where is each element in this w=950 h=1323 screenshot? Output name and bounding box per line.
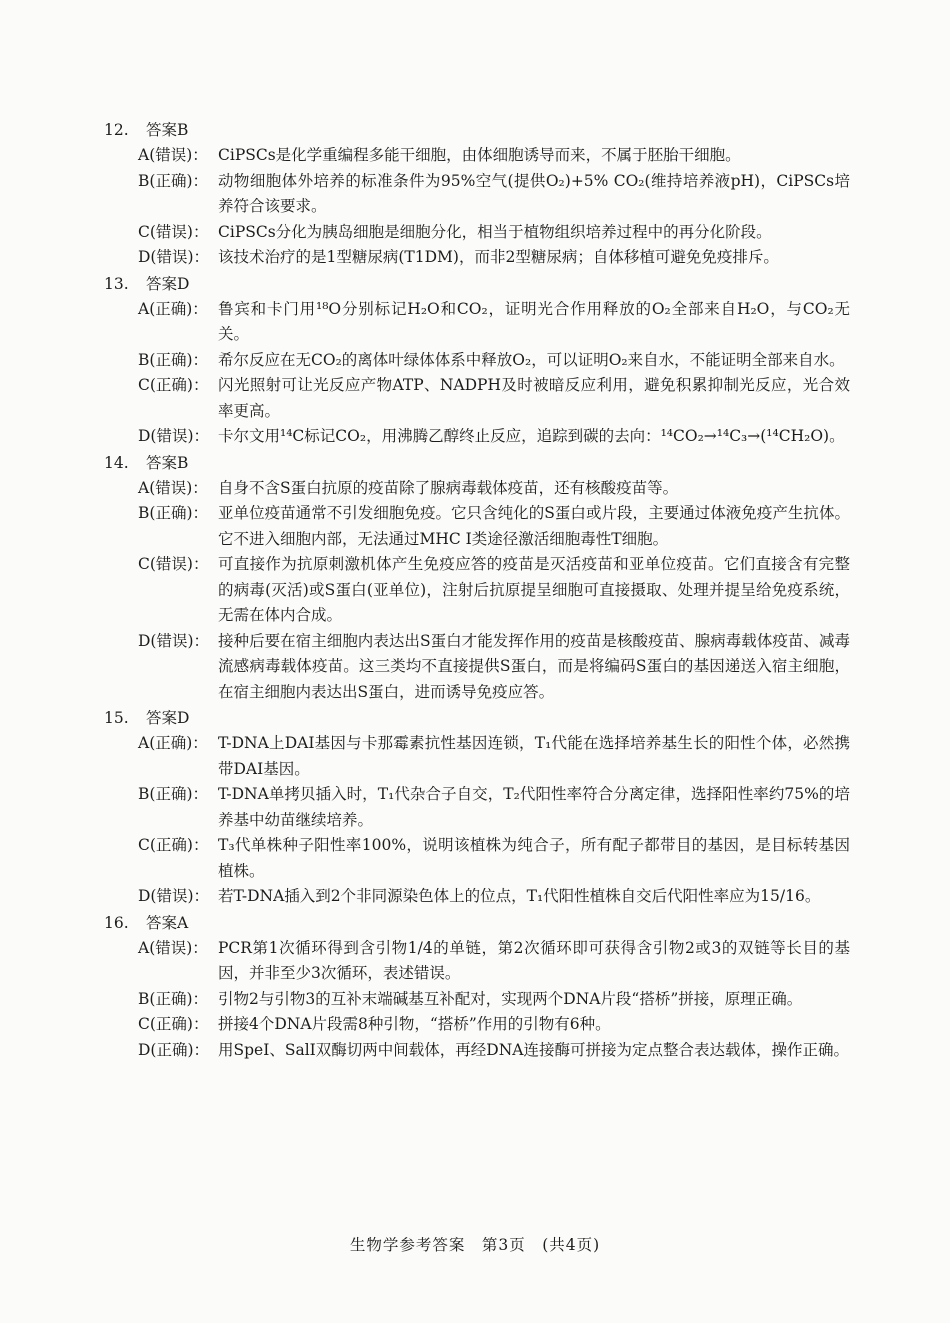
option-label: A(正确)： bbox=[138, 734, 208, 752]
option-text: 卡尔文用¹⁴C标记CO₂，用沸腾乙醇终止反应，追踪到碳的去向：¹⁴CO₂→¹⁴C₃→(¹⁴CH₂O)。 bbox=[218, 427, 845, 445]
question-15 bbox=[0, 705, 950, 910]
answer-label: 答案D bbox=[146, 709, 190, 727]
option-label: B(正确)： bbox=[138, 350, 208, 369]
option-label: C(错误)： bbox=[138, 222, 209, 241]
option-text: 若T-DNA插入到2个非同源染色体上的位点，T₁代阳性植株自交后代阳性率应为15/16。 bbox=[218, 887, 821, 905]
option-label: D(错误)： bbox=[138, 427, 210, 445]
answer-label: 答案A bbox=[146, 913, 189, 932]
option-label: B(正确)： bbox=[138, 504, 208, 522]
option-label: D(错误)： bbox=[138, 248, 210, 266]
option-text: 接种后要在宿主细胞内表达出S蛋白才能发挥作用的疫苗是核酸疫苗、腺病毒载体疫苗、减毒流感病毒载体疫苗。这三类均不直接提供S蛋白，而是将编码S蛋白的基因递送入宿主细胞，在宿主细胞内表达出S蛋白，进而诱导免疫应答。 bbox=[218, 631, 850, 701]
option-a bbox=[138, 936, 850, 987]
question-13 bbox=[0, 271, 950, 450]
option-label: B(正确)： bbox=[138, 785, 208, 803]
option-label: B(正确)： bbox=[138, 989, 208, 1008]
option-c bbox=[138, 220, 850, 246]
option-c bbox=[138, 373, 850, 424]
question-number: 16. bbox=[104, 913, 129, 932]
question-16 bbox=[0, 910, 950, 1064]
question-header bbox=[0, 910, 950, 936]
option-b bbox=[138, 987, 850, 1013]
option-a bbox=[138, 143, 850, 169]
option-c bbox=[138, 552, 850, 629]
option-label: D(错误)： bbox=[138, 631, 210, 650]
option-text: T-DNA上DAI基因与卡那霉素抗性基因连锁，T₁代能在选择培养基生长的阳性个体，必然携带DAI基因。 bbox=[218, 734, 850, 778]
option-a bbox=[138, 476, 850, 502]
option-label: C(正确)： bbox=[138, 1015, 209, 1033]
answer-sheet bbox=[0, 117, 950, 1063]
option-label: D(错误)： bbox=[138, 887, 210, 905]
option-text: 动物细胞体外培养的标准条件为95%空气(提供O₂)+5% CO₂(维持培养液pH)，CiPSCs培养符合该要求。 bbox=[218, 171, 850, 215]
option-text: 用SpeⅠ、SalⅠ双酶切两中间载体，再经DNA连接酶可拼接为定点整合表达载体，操作正确。 bbox=[218, 1040, 849, 1059]
option-b bbox=[138, 169, 850, 220]
question-12 bbox=[0, 117, 950, 271]
option-c bbox=[138, 1012, 850, 1038]
option-text: 希尔反应在无CO₂的离体叶绿体体系中释放O₂，可以证明O₂来自水，不能证明全部来自水。 bbox=[218, 350, 845, 369]
question-header bbox=[0, 271, 950, 297]
option-text: 该技术治疗的是1型糖尿病(T1DM)，而非2型糖尿病；自体移植可避免免疫排斥。 bbox=[218, 248, 779, 266]
option-label: A(错误)： bbox=[138, 478, 208, 497]
answer-label: 答案D bbox=[146, 274, 190, 293]
question-number: 14. bbox=[104, 453, 129, 472]
option-a bbox=[138, 731, 850, 782]
option-d bbox=[138, 884, 850, 910]
question-header bbox=[0, 450, 950, 476]
option-d bbox=[138, 424, 850, 450]
option-text: 引物2与引物3的互补末端碱基互补配对，实现两个DNA片段“搭桥”拼接，原理正确。 bbox=[218, 989, 803, 1008]
option-text: PCR第1次循环得到含引物1/4的单链，第2次循环即可获得含引物2或3的双链等长目的基因，并非至少3次循环，表述错误。 bbox=[218, 938, 850, 982]
option-label: C(正确)： bbox=[138, 376, 209, 394]
option-label: A(正确)： bbox=[138, 299, 208, 318]
option-text: 闪光照射可让光反应产物ATP、NADPH及时被暗反应利用，避免积累抑制光反应，光合效率更高。 bbox=[218, 376, 850, 420]
option-text: T₃代单株种子阳性率100%，说明该植株为纯合子，所有配子都带目的基因，是目标转基因植株。 bbox=[218, 836, 850, 880]
question-number: 15. bbox=[104, 709, 129, 727]
option-label: C(错误)： bbox=[138, 555, 209, 573]
option-text: 可直接作为抗原刺激机体产生免疫应答的疫苗是灭活疫苗和亚单位疫苗。它们直接含有完整的病毒(灭活)或S蛋白(亚单位)，注射后抗原提呈细胞可直接摄取、处理并提呈给免疫系统，无需在体内合成。 bbox=[218, 555, 850, 624]
option-text: CiPSCs是化学重编程多能干细胞，由体细胞诱导而来，不属于胚胎干细胞。 bbox=[218, 146, 741, 164]
answer-label: 答案B bbox=[146, 453, 189, 472]
page-footer: 生物学参考答案 第3页 (共4页) bbox=[349, 1236, 601, 1254]
question-14 bbox=[0, 450, 950, 706]
option-c bbox=[138, 833, 850, 884]
question-number: 13. bbox=[104, 274, 129, 293]
option-label: C(正确)： bbox=[138, 836, 209, 854]
option-d bbox=[138, 629, 850, 706]
option-label: A(错误)： bbox=[138, 938, 208, 957]
option-label: D(正确)： bbox=[138, 1040, 210, 1059]
option-text: T-DNA单拷贝插入时，T₁代杂合子自交，T₂代阳性率符合分离定律，选择阳性率约75%的培养基中幼苗继续培养。 bbox=[218, 785, 850, 829]
option-a bbox=[138, 297, 850, 348]
option-d bbox=[138, 1038, 850, 1064]
option-b bbox=[138, 501, 850, 552]
option-b bbox=[138, 348, 850, 374]
question-header bbox=[0, 117, 950, 143]
option-label: A(错误)： bbox=[138, 146, 208, 164]
option-label: B(正确)： bbox=[138, 171, 208, 190]
option-text: 亚单位疫苗通常不引发细胞免疫。它只含纯化的S蛋白或片段，主要通过体液免疫产生抗体。它不进入细胞内部，无法通过MHC I类途径激活细胞毒性T细胞。 bbox=[218, 504, 850, 548]
question-number: 12. bbox=[104, 121, 129, 139]
option-d bbox=[138, 245, 850, 271]
option-text: 拼接4个DNA片段需8种引物，“搭桥”作用的引物有6种。 bbox=[218, 1015, 611, 1033]
answer-label: 答案B bbox=[146, 121, 189, 139]
option-text: CiPSCs分化为胰岛细胞是细胞分化，相当于植物组织培养过程中的再分化阶段。 bbox=[218, 222, 772, 241]
option-b bbox=[138, 782, 850, 833]
question-header bbox=[0, 705, 950, 731]
option-text: 鲁宾和卡门用¹⁸O分别标记H₂O和CO₂，证明光合作用释放的O₂全部来自H₂O，与CO₂无关。 bbox=[218, 299, 850, 343]
option-text: 自身不含S蛋白抗原的疫苗除了腺病毒载体疫苗，还有核酸疫苗等。 bbox=[218, 478, 679, 497]
